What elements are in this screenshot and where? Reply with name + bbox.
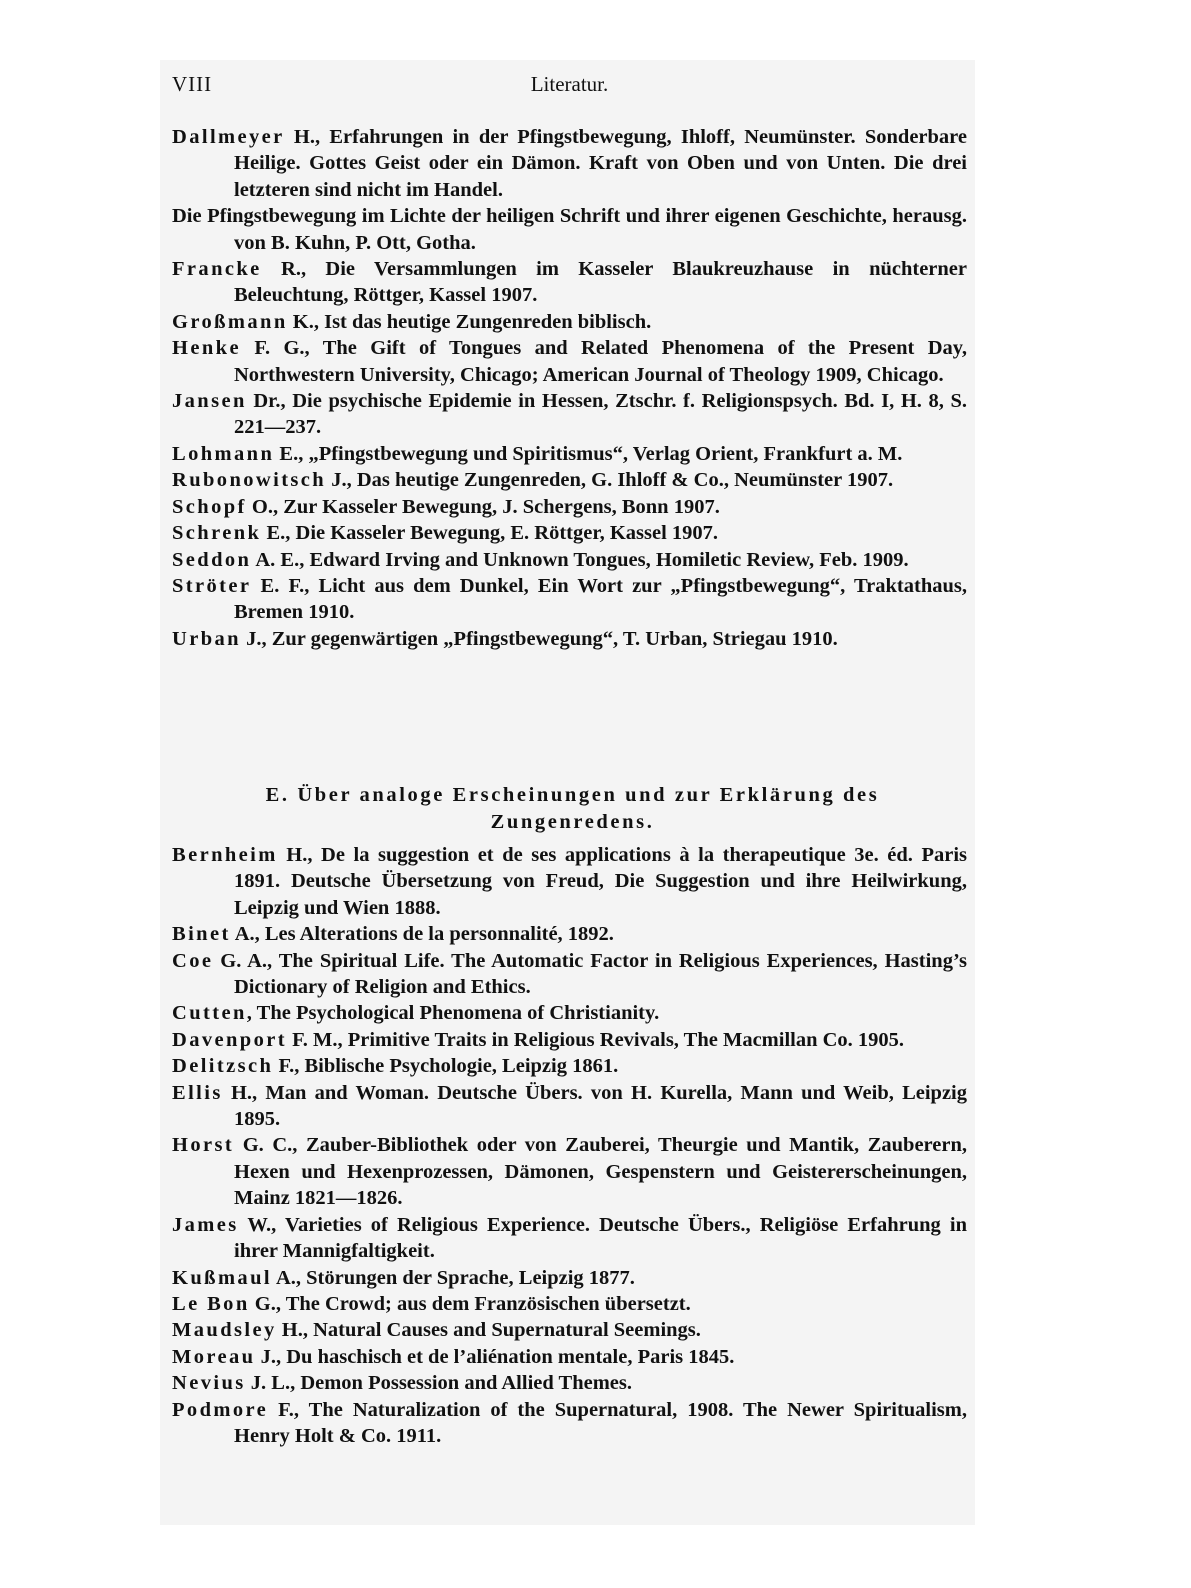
entry-text: H., Erfahrungen in der Pfingstbewegung, Ihloff, Neumünster. Sonderbare Heilige. Gottes Geist oder ein Dämon. Kraft von Oben und von Unten. Die drei letzteren sind nicht im Handel. bbox=[234, 126, 967, 201]
entry-author: Le Bon bbox=[172, 1292, 250, 1315]
bibliography-entry bbox=[172, 573, 967, 626]
entry-text: Die Pfingstbewegung im Lichte der heiligen Schrift und ihrer eigenen Geschichte, herausg. von B. Kuhn, P. Ott, Gotha. bbox=[172, 205, 967, 254]
entry-author: Davenport bbox=[172, 1028, 287, 1051]
entry-text: A. E., Edward Irving and Unknown Tongues, Homiletic Review, Feb. 1909. bbox=[251, 548, 909, 571]
entry-author: Cutten bbox=[172, 1002, 247, 1025]
entry-author: Schrenk bbox=[172, 522, 262, 545]
entry-author: Ellis bbox=[172, 1081, 223, 1104]
entry-author: Delitzsch bbox=[172, 1055, 274, 1078]
running-title: Literatur. bbox=[530, 72, 609, 96]
section-heading-e: E. Über analoge Erscheinungen und zur Erklärung des Zungenredens. bbox=[265, 784, 880, 833]
bibliography-entry bbox=[172, 1027, 967, 1053]
bibliography-entry bbox=[172, 1212, 967, 1265]
page-header bbox=[172, 72, 967, 106]
entry-author: Rubonowitsch bbox=[172, 469, 327, 492]
bibliography-entry bbox=[172, 1132, 967, 1211]
entry-author: Großmann bbox=[172, 310, 288, 333]
entry-author: Podmore bbox=[172, 1398, 269, 1421]
entry-text: W., Varieties of Religious Experience. Deutsche Übers., Religiöse Erfahrung in ihrer Mannigfaltigkeit. bbox=[234, 1213, 967, 1263]
bibliography-entry bbox=[172, 520, 967, 546]
entry-text: F., Biblische Psychologie, Leipzig 1861. bbox=[273, 1055, 619, 1078]
bibliography-entry bbox=[172, 335, 967, 388]
bibliography-entry bbox=[172, 547, 967, 573]
bibliography-entry bbox=[172, 1344, 967, 1370]
entry-author: Dallmeyer bbox=[172, 126, 285, 148]
entry-text: G. C., Zauber-Bibliothek oder von Zauberei, Theurgie und Mantik, Zauberern, Hexen und Hexenprozessen, Dämonen, Gespenstern und Geistererscheinungen, Mainz 1821—1826. bbox=[234, 1134, 967, 1210]
entry-text: J., Das heutige Zungenreden, G. Ihloff & Co., Neumünster 1907. bbox=[326, 469, 894, 492]
entry-author: Ströter bbox=[172, 574, 252, 597]
entry-author: Schopf bbox=[172, 495, 247, 518]
entry-author: Maudsley bbox=[172, 1319, 277, 1342]
entry-text: F. G., The Gift of Tongues and Related Phenomena of the Present Day, Northwestern University, Chicago; American Journal of Theology 1909, Chicago. bbox=[234, 337, 967, 386]
entry-author: Francke bbox=[172, 258, 262, 281]
bibliography-entry bbox=[172, 309, 967, 335]
bibliography-entry bbox=[172, 494, 967, 520]
bibliography-entry bbox=[172, 1370, 967, 1396]
entry-author: Nevius bbox=[172, 1372, 246, 1395]
entry-text: A., Les Alterations de la personnalité, 1892. bbox=[230, 923, 614, 946]
entry-author: Urban bbox=[172, 627, 241, 650]
bibliography-entry bbox=[172, 467, 967, 493]
entry-author: Horst bbox=[172, 1134, 235, 1157]
entry-text: E. F., Licht aus dem Dunkel, Ein Wort zur „Pfingstbewegung“, Traktathaus, Bremen 1910. bbox=[234, 574, 967, 624]
bibliography-entry bbox=[172, 124, 967, 203]
entry-author: Moreau bbox=[172, 1345, 256, 1368]
entry-author: Kußmaul bbox=[172, 1266, 272, 1289]
entry-text: , The Psychological Phenomena of Christianity. bbox=[246, 1002, 660, 1025]
entry-text: G. A., The Spiritual Life. The Automatic Factor in Religious Experiences, Hasting’s Dictionary of Religion and Ethics. bbox=[213, 949, 967, 999]
entry-text: G., The Crowd; aus dem Französischen übersetzt. bbox=[249, 1292, 691, 1315]
entry-text: Dr., Die psychische Epidemie in Hessen, Ztschr. f. Religionspsych. Bd. I, H. 8, S. 221—237. bbox=[234, 390, 967, 439]
entry-text: O., Zur Kasseler Bewegung, J. Schergens, Bonn 1907. bbox=[246, 495, 720, 518]
entry-text: J., Zur gegenwärtigen „Pfingstbewegung“, T. Urban, Striegau 1910. bbox=[240, 627, 838, 650]
entry-author: Coe bbox=[172, 949, 214, 972]
entry-text: K., Ist das heutige Zungenreden biblisch. bbox=[287, 310, 652, 333]
bibliography-entry bbox=[172, 1291, 967, 1317]
bibliography-entry bbox=[172, 948, 967, 1001]
bibliography-list-pentecostal bbox=[172, 124, 967, 652]
entry-text: R., Die Versammlungen im Kasseler Blaukreuzhause in nüchterner Beleuchtung, Röttger, Kassel 1907. bbox=[234, 258, 967, 307]
bibliography-entry bbox=[172, 1053, 967, 1079]
bibliography-entry bbox=[172, 256, 967, 309]
entry-text: A., Störungen der Sprache, Leipzig 1877. bbox=[271, 1266, 635, 1289]
entry-author: Bernheim bbox=[172, 844, 278, 866]
entry-text: H., Man and Woman. Deutsche Übers. von H. Kurella, Mann und Weib, Leipzig 1895. bbox=[222, 1081, 967, 1131]
bibliography-entry bbox=[172, 626, 967, 652]
entry-author: Jansen bbox=[172, 390, 247, 413]
bibliography-entry bbox=[172, 1080, 967, 1133]
bibliography-entry bbox=[172, 1265, 967, 1291]
bibliography-entry bbox=[172, 388, 967, 441]
bibliography-entry bbox=[172, 441, 967, 467]
page-number: VIII bbox=[172, 72, 213, 96]
entry-text: F. M., Primitive Traits in Religious Revivals, The Macmillan Co. 1905. bbox=[286, 1028, 905, 1051]
bibliography-entry bbox=[172, 921, 967, 947]
bibliography-entry bbox=[172, 203, 967, 256]
entry-text: J., Du haschisch et de l’aliénation mentale, Paris 1845. bbox=[255, 1345, 735, 1368]
bibliography-entry bbox=[172, 1317, 967, 1343]
bibliography-entry bbox=[172, 1397, 967, 1450]
entry-text: E., „Pfingstbewegung und Spiritismus“, Verlag Orient, Frankfurt a. M. bbox=[274, 442, 903, 465]
entry-author: James bbox=[172, 1213, 239, 1236]
entry-author: Seddon bbox=[172, 548, 252, 571]
bibliography-entry bbox=[172, 842, 967, 921]
entry-text: E., Die Kasseler Bewegung, E. Röttger, Kassel 1907. bbox=[261, 522, 719, 545]
entry-author: Binet bbox=[172, 923, 231, 946]
entry-text: J. L., Demon Possession and Allied Themes. bbox=[245, 1372, 632, 1395]
entry-author: Henke bbox=[172, 337, 241, 360]
bibliography-entry bbox=[172, 1000, 967, 1026]
entry-text: H., Natural Causes and Supernatural Seemings. bbox=[276, 1319, 701, 1342]
entry-author: Lohmann bbox=[172, 442, 275, 465]
entry-text: F., The Naturalization of the Supernatural, 1908. The Newer Spiritualism, Henry Holt & Co. 1911. bbox=[234, 1398, 967, 1447]
bibliography-list-analogous bbox=[172, 842, 967, 1449]
entry-text: H., De la suggestion et de ses applications à la therapeutique 3e. éd. Paris 1891. Deutsche Übersetzung von Freud, Die Suggestion und ihre Heilwirkung, Leipzig und Wien 1888. bbox=[234, 844, 967, 919]
